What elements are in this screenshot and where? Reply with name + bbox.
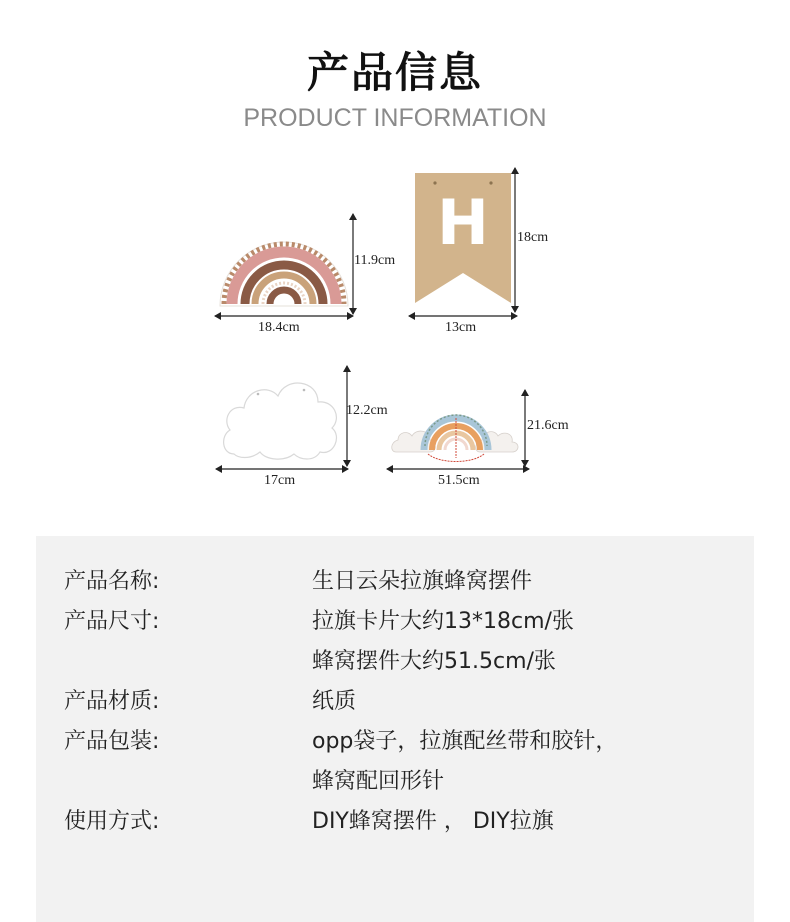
product-material-value: 纸质 — [312, 689, 357, 714]
page-title: 产品信息 — [306, 48, 483, 97]
honeycomb-height-label: 21.6cm — [527, 418, 569, 433]
page-subtitle: PRODUCT INFORMATION — [243, 104, 547, 132]
product-package-value-1: opp袋子，拉旗配丝带和胶针， — [312, 729, 618, 754]
product-name-label: 产品名称: — [64, 569, 160, 594]
product-info-panel — [36, 536, 754, 922]
banner-width-label: 13cm — [445, 320, 477, 335]
rainbow-card-image — [216, 218, 352, 308]
honeycomb-width-label: 51.5cm — [438, 473, 480, 488]
product-size-label: 产品尺寸: — [64, 609, 160, 634]
cloud-height-label: 12.2cm — [346, 403, 388, 418]
product-size-value-2: 蜂窝摆件大约51.5cm/张 — [312, 649, 556, 674]
product-usage-label: 使用方式: — [64, 809, 160, 834]
banner-height-label: 18cm — [517, 230, 549, 245]
rainbow-height-label: 11.9cm — [354, 253, 396, 268]
banner-letter: H — [437, 186, 489, 259]
product-name-value: 生日云朵拉旗蜂窝摆件 — [312, 569, 533, 594]
product-usage-value: DIY蜂窝摆件 ， DIY拉旗 — [312, 809, 554, 834]
cloud-width-label: 17cm — [264, 473, 296, 488]
product-size-value-1: 拉旗卡片大约13*18cm/张 — [312, 609, 574, 634]
cloud-card-image — [218, 370, 342, 462]
product-package-label: 产品包装: — [64, 729, 160, 754]
rainbow-width-label: 18.4cm — [258, 320, 300, 335]
honeycomb-rainbow-image — [390, 394, 522, 464]
product-material-label: 产品材质: — [64, 689, 160, 714]
product-package-value-2: 蜂窝配回形针 — [312, 769, 445, 794]
